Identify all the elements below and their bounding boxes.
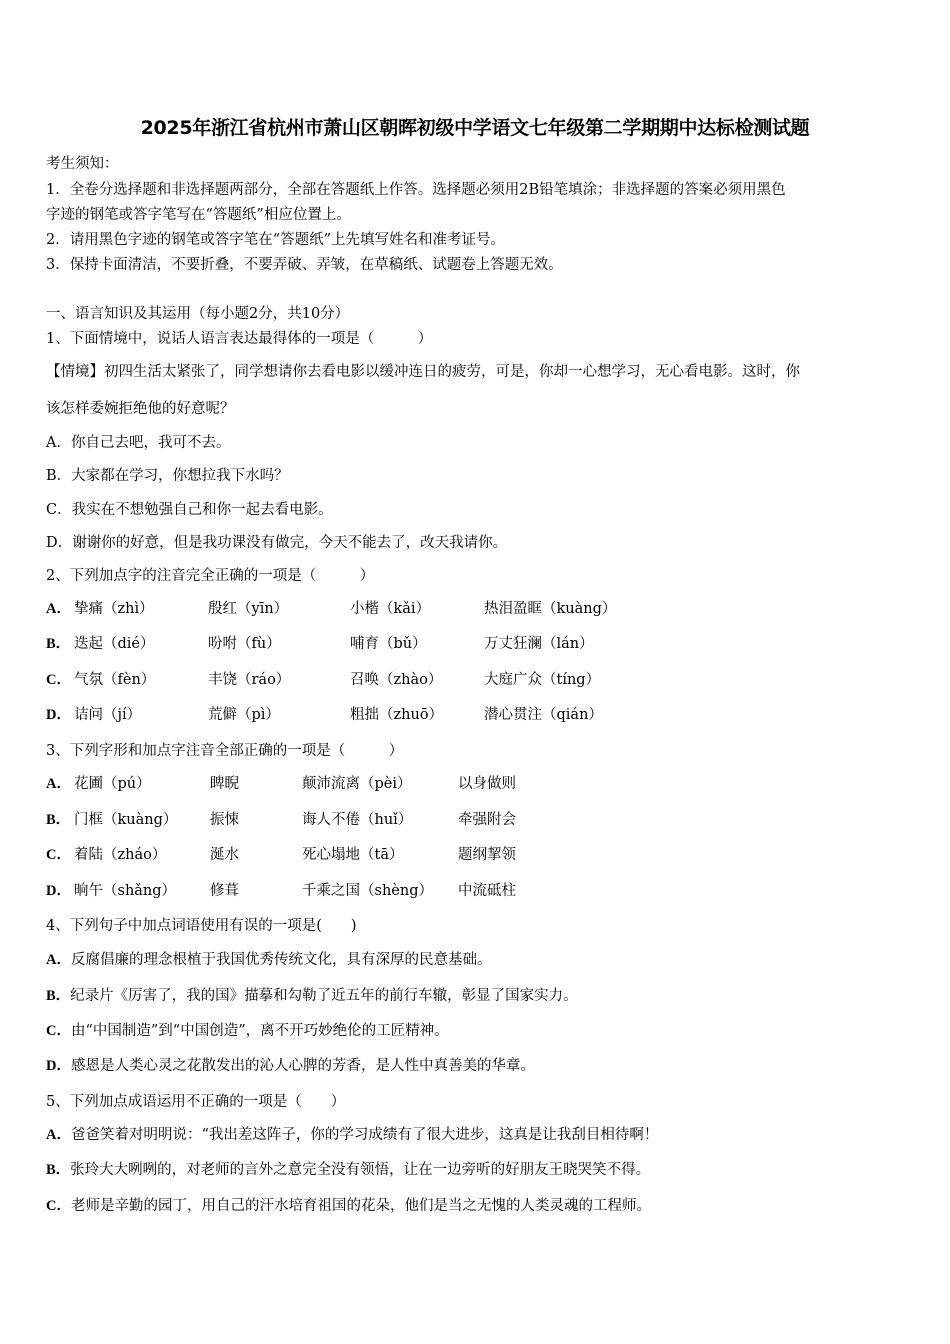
option-label: C． — [46, 672, 71, 688]
option-item: 门框（kuàng） — [74, 812, 178, 828]
option-item: 气氛（fèn） — [74, 672, 156, 688]
q2-stem: 2、下列加点字的注音完全正确的一项是（ ） — [46, 568, 375, 584]
option-text: 老师是辛勤的园丁，用自己的汗水培育祖国的花朵，他们是当之无愧的人类灵魂的工程师。 — [70, 1198, 651, 1214]
q4-option-a — [46, 948, 491, 969]
option-item: 小楷（kǎi） — [350, 601, 431, 617]
option-item: 着陆（zháo） — [74, 847, 167, 863]
option-item: 花圃（pú） — [74, 776, 151, 792]
option-label: C． — [46, 847, 71, 863]
option-label: B． — [46, 1162, 71, 1178]
option-item: 粗拙（zhuō） — [350, 707, 444, 723]
option-item: 迭起（dié） — [74, 636, 155, 652]
option-label: C． — [46, 1198, 71, 1214]
q1-option-d: D．谢谢你的好意，但是我功课没有做完，今天不能去了，改天我请你。 — [46, 535, 508, 551]
q4-option-d — [46, 1054, 535, 1075]
option-item: 吩咐（fù） — [208, 636, 281, 652]
q1-context-line-1: 【情境】初四生活太紧张了，同学想请你去看电影以缓冲连日的疲劳，可是，你却一心想学习，无心看电影。这时，你 — [46, 364, 800, 380]
q5-option-a — [46, 1123, 658, 1144]
q1-option-a: A．你自己去吧，我可不去。 — [46, 435, 231, 451]
q5-stem: 5、下列加点成语运用不正确的一项是（ ） — [46, 1094, 346, 1110]
option-text: 纪录片《厉害了，我的国》描摹和勾勒了近五年的前行车辙，彰显了国家实力。 — [70, 988, 578, 1004]
option-item: 挚痛（zhì） — [74, 601, 154, 617]
option-label: C． — [46, 1023, 71, 1039]
option-text: 爸爸笑着对明明说：“我出差这阵子，你的学习成绩有了很大进步，这真是让我刮目相待啊！ — [70, 1127, 659, 1143]
option-item: 题纲挈领 — [458, 847, 516, 863]
option-label: D． — [46, 1058, 71, 1074]
option-item: 潜心贯注（qián） — [484, 707, 603, 723]
option-label: B． — [46, 988, 71, 1004]
option-label: B． — [46, 812, 71, 828]
option-item: 以身做则 — [458, 776, 516, 792]
notice-heading: 考生须知： — [46, 156, 119, 172]
option-item: 睥睨 — [210, 776, 239, 792]
q4-option-b — [46, 984, 578, 1005]
exam-title: 2025年浙江省杭州市萧山区朝晖初级中学语文七年级第二学期期中达标检测试题 — [140, 117, 810, 139]
option-label: A． — [46, 776, 71, 792]
option-text: 反腐倡廉的理念根植于我国优秀传统文化，具有深厚的民意基础。 — [70, 952, 492, 968]
option-item: 召唤（zhào） — [350, 672, 443, 688]
notice-item-3: 3．保持卡面清洁，不要折叠，不要弄破、弄皱，在草稿纸、试题卷上答题无效。 — [46, 257, 563, 273]
q1-option-c: C．我实在不想勉强自己和你一起去看电影。 — [46, 502, 333, 518]
option-item: 殷红（yīn） — [208, 601, 289, 617]
q5-option-b — [46, 1158, 650, 1179]
notice-item-2: 2．请用黑色字迹的钢笔或答字笔在“答题纸”上先填写姓名和准考证号。 — [46, 232, 506, 248]
option-item: 修葺 — [210, 883, 239, 899]
option-item: 千乘之国（shèng） — [302, 883, 433, 899]
option-text: 张玲大大咧咧的，对老师的言外之意完全没有领悟，让在一边旁听的好朋友王晓哭笑不得。 — [70, 1162, 651, 1178]
option-label: D． — [46, 707, 71, 723]
q1-option-b: B．大家都在学习，你想拉我下水吗？ — [46, 468, 289, 484]
option-item: 丰饶（ráo） — [208, 672, 291, 688]
option-item: 涎水 — [210, 847, 239, 863]
option-item: 牵强附会 — [458, 812, 516, 828]
option-item: 万丈狂澜（lán） — [484, 636, 594, 652]
option-text: 感恩是人类心灵之花散发出的沁人心脾的芳香，是人性中真善美的华章。 — [70, 1058, 535, 1074]
notice-item-1: 1．全卷分选择题和非选择题两部分，全部在答题纸上作答。选择题必须用2B铅笔填涂；非选择题的答案必须用黑色 — [46, 182, 786, 198]
q1-context-line-2: 该怎样委婉拒绝他的好意呢？ — [46, 401, 235, 417]
q3-stem: 3、下列字形和加点字注音全部正确的一项是（ ） — [46, 743, 404, 759]
q5-option-c — [46, 1194, 651, 1215]
option-label: A． — [46, 1127, 71, 1143]
option-item: 荒僻（pì） — [208, 707, 280, 723]
q4-stem: 4、下列句子中加点词语使用有误的一项是( ) — [46, 918, 357, 934]
option-item: 死心塌地（tā） — [302, 847, 404, 863]
q4-option-c — [46, 1019, 449, 1040]
q1-stem: 1、下面情境中，说话人语言表达最得体的一项是（ ） — [46, 331, 433, 347]
option-item: 大庭广众（tíng） — [484, 672, 601, 688]
option-label: B． — [46, 636, 71, 652]
option-label: D． — [46, 883, 71, 899]
option-item: 振悚 — [210, 812, 239, 828]
option-item: 颠沛流离（pèi） — [302, 776, 412, 792]
option-item: 热泪盈眶（kuàng） — [484, 601, 617, 617]
notice-item-1-cont: 字迹的钢笔或答字笔写在“答题纸”相应位置上。 — [46, 207, 351, 223]
option-item: 中流砥柱 — [458, 883, 516, 899]
option-label: A． — [46, 601, 71, 617]
option-item: 诲人不倦（huǐ） — [302, 812, 413, 828]
option-label: A． — [46, 952, 71, 968]
option-item: 诘问（jí） — [74, 707, 142, 723]
option-item: 哺育（bǔ） — [350, 636, 427, 652]
option-item: 晌午（shǎng） — [74, 883, 177, 899]
option-text: 由“中国制造”到“中国创造”，离不开巧妙绝伦的工匠精神。 — [70, 1023, 449, 1039]
section-heading: 一、语言知识及其运用（每小题2分，共10分） — [46, 306, 350, 322]
